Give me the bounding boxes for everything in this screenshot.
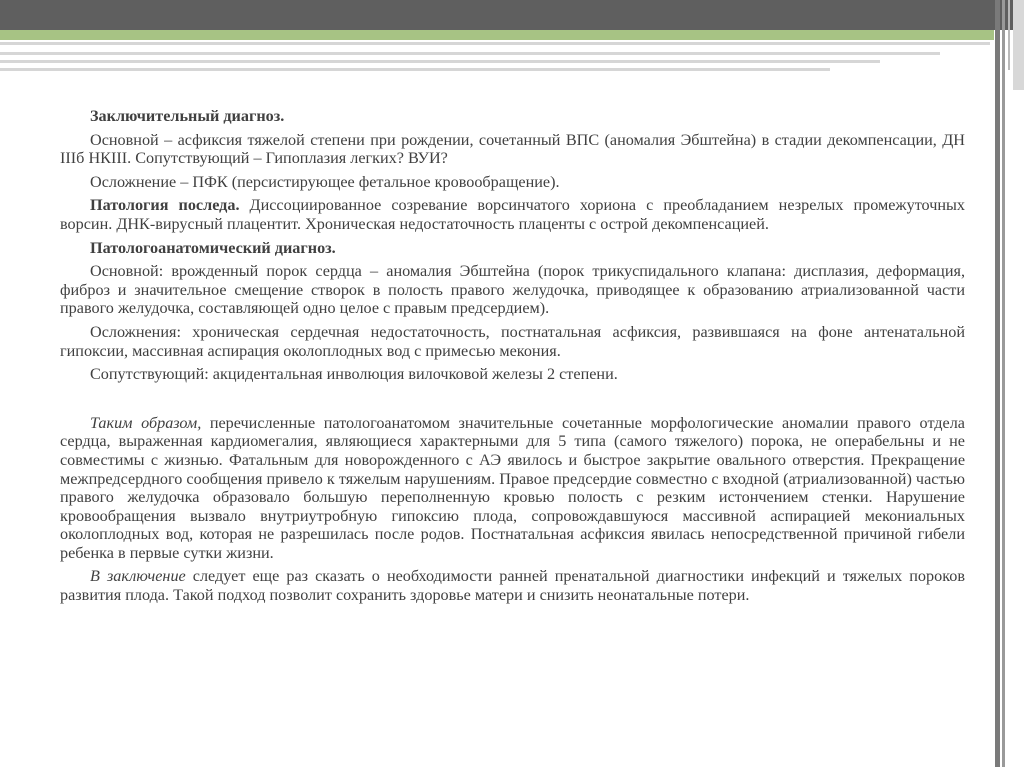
main-diagnosis: Основной – асфиксия тяжелой степени при рождении, сочетанный ВПС (аномалия Эбштейна) в стадии декомпенсации, ДН IIIб НКIII. Сопутствующий – Гипоплазия легких? ВУИ?	[60, 130, 965, 168]
right-edge-bar	[1008, 0, 1010, 70]
heading-text: Заключительный диагноз.	[90, 107, 285, 125]
right-edge-bar	[1013, 0, 1024, 90]
conclusion-text: перечисленные патологоанатомом значительные сочетанные морфологические аномалии правого отдела сердца, выраженная кардиомегалия, являющиеся характерными для 5 типа (самого тяжелого) порока, не операбельны и не совместимы с жизнью. Фатальным для новорожденного с АЭ явилось и быстрое закрытие овального отверстия. Прекращение межпредсердного сообщения привело к тяжелым нарушениям. Правое предсердие совместно с входной (атриализованной) частью правого желудочка образовало большую переполненную кровью полость с резким истончением стенки. Нарушение кровообращения вызвало внутриутробную гипоксию плода, сопровождавшуюся массивной аспирацией мекониальных околоплодных вод, которая не разрешилась после родов. Постнатальная асфиксия явилась непосредственной причиной гибели ребенка в первые сутки жизни.	[60, 413, 965, 562]
placenta-label: Патология последа.	[90, 196, 240, 215]
heading-text: Патологоанатомический диагноз.	[90, 238, 336, 257]
pathology-main: Основной: врожденный порок сердца – аномалия Эбштейна (порок трикуспидального клапана: дисплазия, деформация, фиброз и значительное смещение створок в полость правого желудочка, приводящее к образованию атриализованной части правого желудочка, составляющей одно целое с правым предсердием).	[60, 262, 965, 318]
decor-stripe	[0, 68, 830, 71]
conclusion-paragraph	[60, 414, 965, 563]
header-bar	[0, 0, 1024, 30]
final-diagnosis-heading	[60, 107, 965, 126]
pathology-concomitant: Сопутствующий: акцидентальная инволюция вилочковой железы 2 степени.	[90, 365, 618, 384]
final-lead: В заключение	[90, 567, 186, 586]
decor-stripe	[0, 52, 940, 55]
right-edge-bar	[995, 0, 1000, 767]
placenta-pathology	[60, 196, 965, 233]
complication: Осложнение – ПФК (персистирующее фетальное кровообращение).	[90, 172, 560, 191]
final-text: следует еще раз сказать о необходимости ранней пренатальной диагностики инфекций и тяжелых пороков развития плода. Такой подход позволит сохранить здоровье матери и снизить неонатальные потери.	[60, 567, 965, 605]
slide-text	[60, 107, 965, 610]
final-paragraph	[60, 567, 965, 604]
decor-stripe	[0, 42, 990, 45]
right-edge-bar	[1002, 0, 1005, 767]
conclusion-lead: Таким образом,	[90, 413, 202, 432]
header-accent-bar	[0, 30, 994, 40]
placenta-text: Диссоциированное созревание ворсинчатого хориона с преобладанием незрелых промежуточных ворсин. ДНК-вирусный плацентит. Хроническая недостаточность плаценты с острой декомпенсацией.	[60, 196, 966, 233]
pathology-complications: Осложнения: хроническая сердечная недостаточность, постнатальная асфиксия, развившаяся на фоне антенатальной гипоксии, массивная аспирация околоплодных вод с примесью мекония.	[60, 322, 965, 360]
pathology-diagnosis-heading	[60, 239, 965, 258]
decor-stripe	[0, 60, 880, 63]
